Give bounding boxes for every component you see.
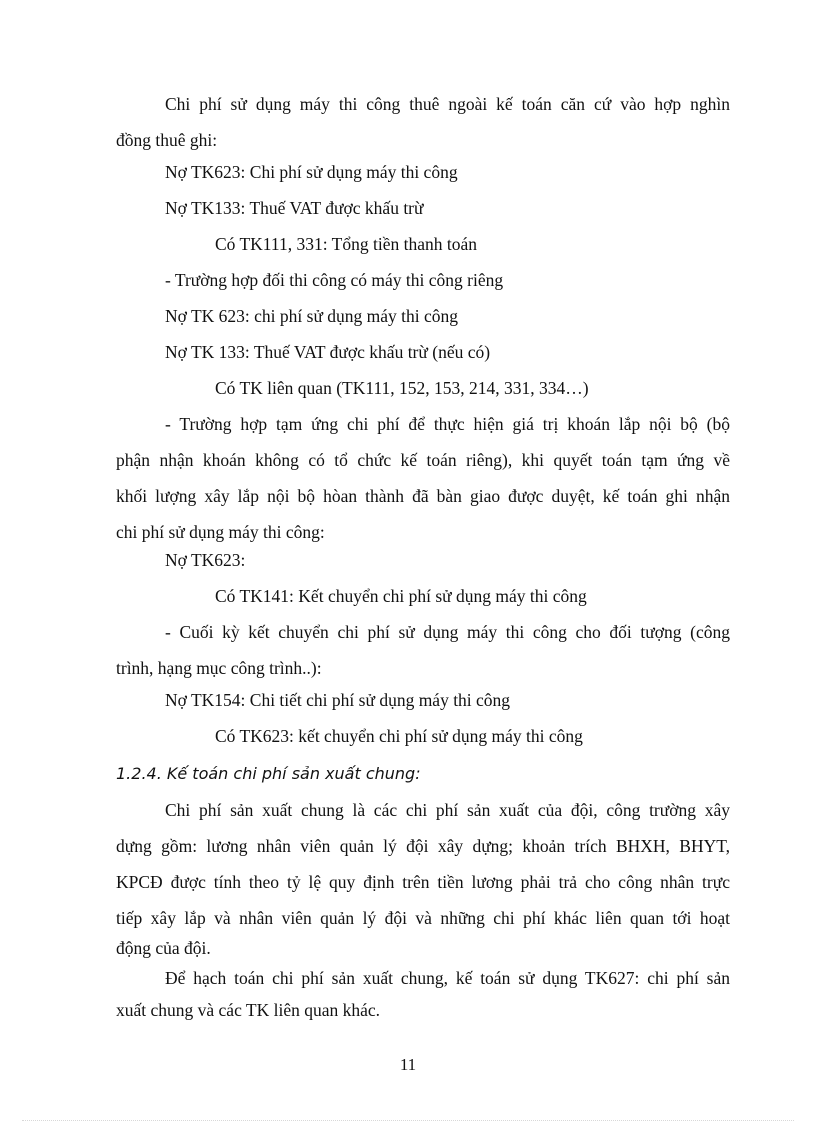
page-number: 11 (399, 1055, 417, 1074)
entry-line: Nợ TK623: (165, 550, 246, 570)
text-line: trình, hạng mục công trình..): (116, 658, 322, 678)
text-line: đồng thuê ghi: (116, 130, 218, 150)
text-line: - Trường hợp đối thi công có máy thi công riêng (165, 270, 504, 290)
section-heading: 1.2.4. Kế toán chi phí sản xuất chung: (116, 764, 421, 783)
text-line: động của đội. (116, 938, 211, 958)
entry-line: Có TK141: Kết chuyển chi phí sử dụng máy thi công (215, 586, 587, 606)
text-line: khối lượng xây lắp nội bộ hòan thành đã bàn giao được duyệt, kế toán ghi nhận (116, 486, 730, 506)
footer-divider (22, 1120, 794, 1121)
text-line: - Cuối kỳ kết chuyển chi phí sử dụng máy thi công cho đối tượng (công (165, 622, 730, 642)
text-line: Chi phí sử dụng máy thi công thuê ngoài kế toán căn cứ vào hợp nghìn (165, 94, 730, 114)
text-line: xuất chung và các TK liên quan khác. (116, 1000, 381, 1020)
text-line: chi phí sử dụng máy thi công: (116, 522, 325, 542)
entry-line: Nợ TK 623: chi phí sử dụng máy thi công (165, 306, 459, 326)
text-line: KPCĐ được tính theo tỷ lệ quy định trên tiền lương phải trả cho công nhân trực (116, 872, 730, 892)
entry-line: Nợ TK154: Chi tiết chi phí sử dụng máy thi công (165, 690, 511, 710)
entry-line: Có TK liên quan (TK111, 152, 153, 214, 331, 334…) (215, 378, 589, 398)
text-line: Để hạch toán chi phí sản xuất chung, kế toán sử dụng TK627: chi phí sản (165, 968, 730, 988)
text-line: dựng gồm: lương nhân viên quản lý đội xây dựng; khoản trích BHXH, BHYT, (116, 836, 730, 856)
text-line: phận nhận khoán không có tổ chức kế toán riêng), khi quyết toán tạm ứng về (116, 450, 730, 470)
text-line: Chi phí sản xuất chung là các chi phí sản xuất của đội, công trường xây (165, 800, 730, 820)
text-line: tiếp xây lắp và nhân viên quản lý đội và những chi phí khác liên quan tới hoạt (116, 908, 730, 928)
entry-line: Nợ TK133: Thuế VAT được khấu trừ (165, 198, 424, 218)
entry-line: Có TK111, 331: Tổng tiền thanh toán (215, 234, 477, 254)
text-line: - Trường hợp tạm ứng chi phí để thực hiện giá trị khoán lắp nội bộ (bộ (165, 414, 730, 434)
entry-line: Nợ TK623: Chi phí sử dụng máy thi công (165, 162, 458, 182)
entry-line: Có TK623: kết chuyển chi phí sử dụng máy thi công (215, 726, 583, 746)
entry-line: Nợ TK 133: Thuế VAT được khấu trừ (nếu có) (165, 342, 491, 362)
